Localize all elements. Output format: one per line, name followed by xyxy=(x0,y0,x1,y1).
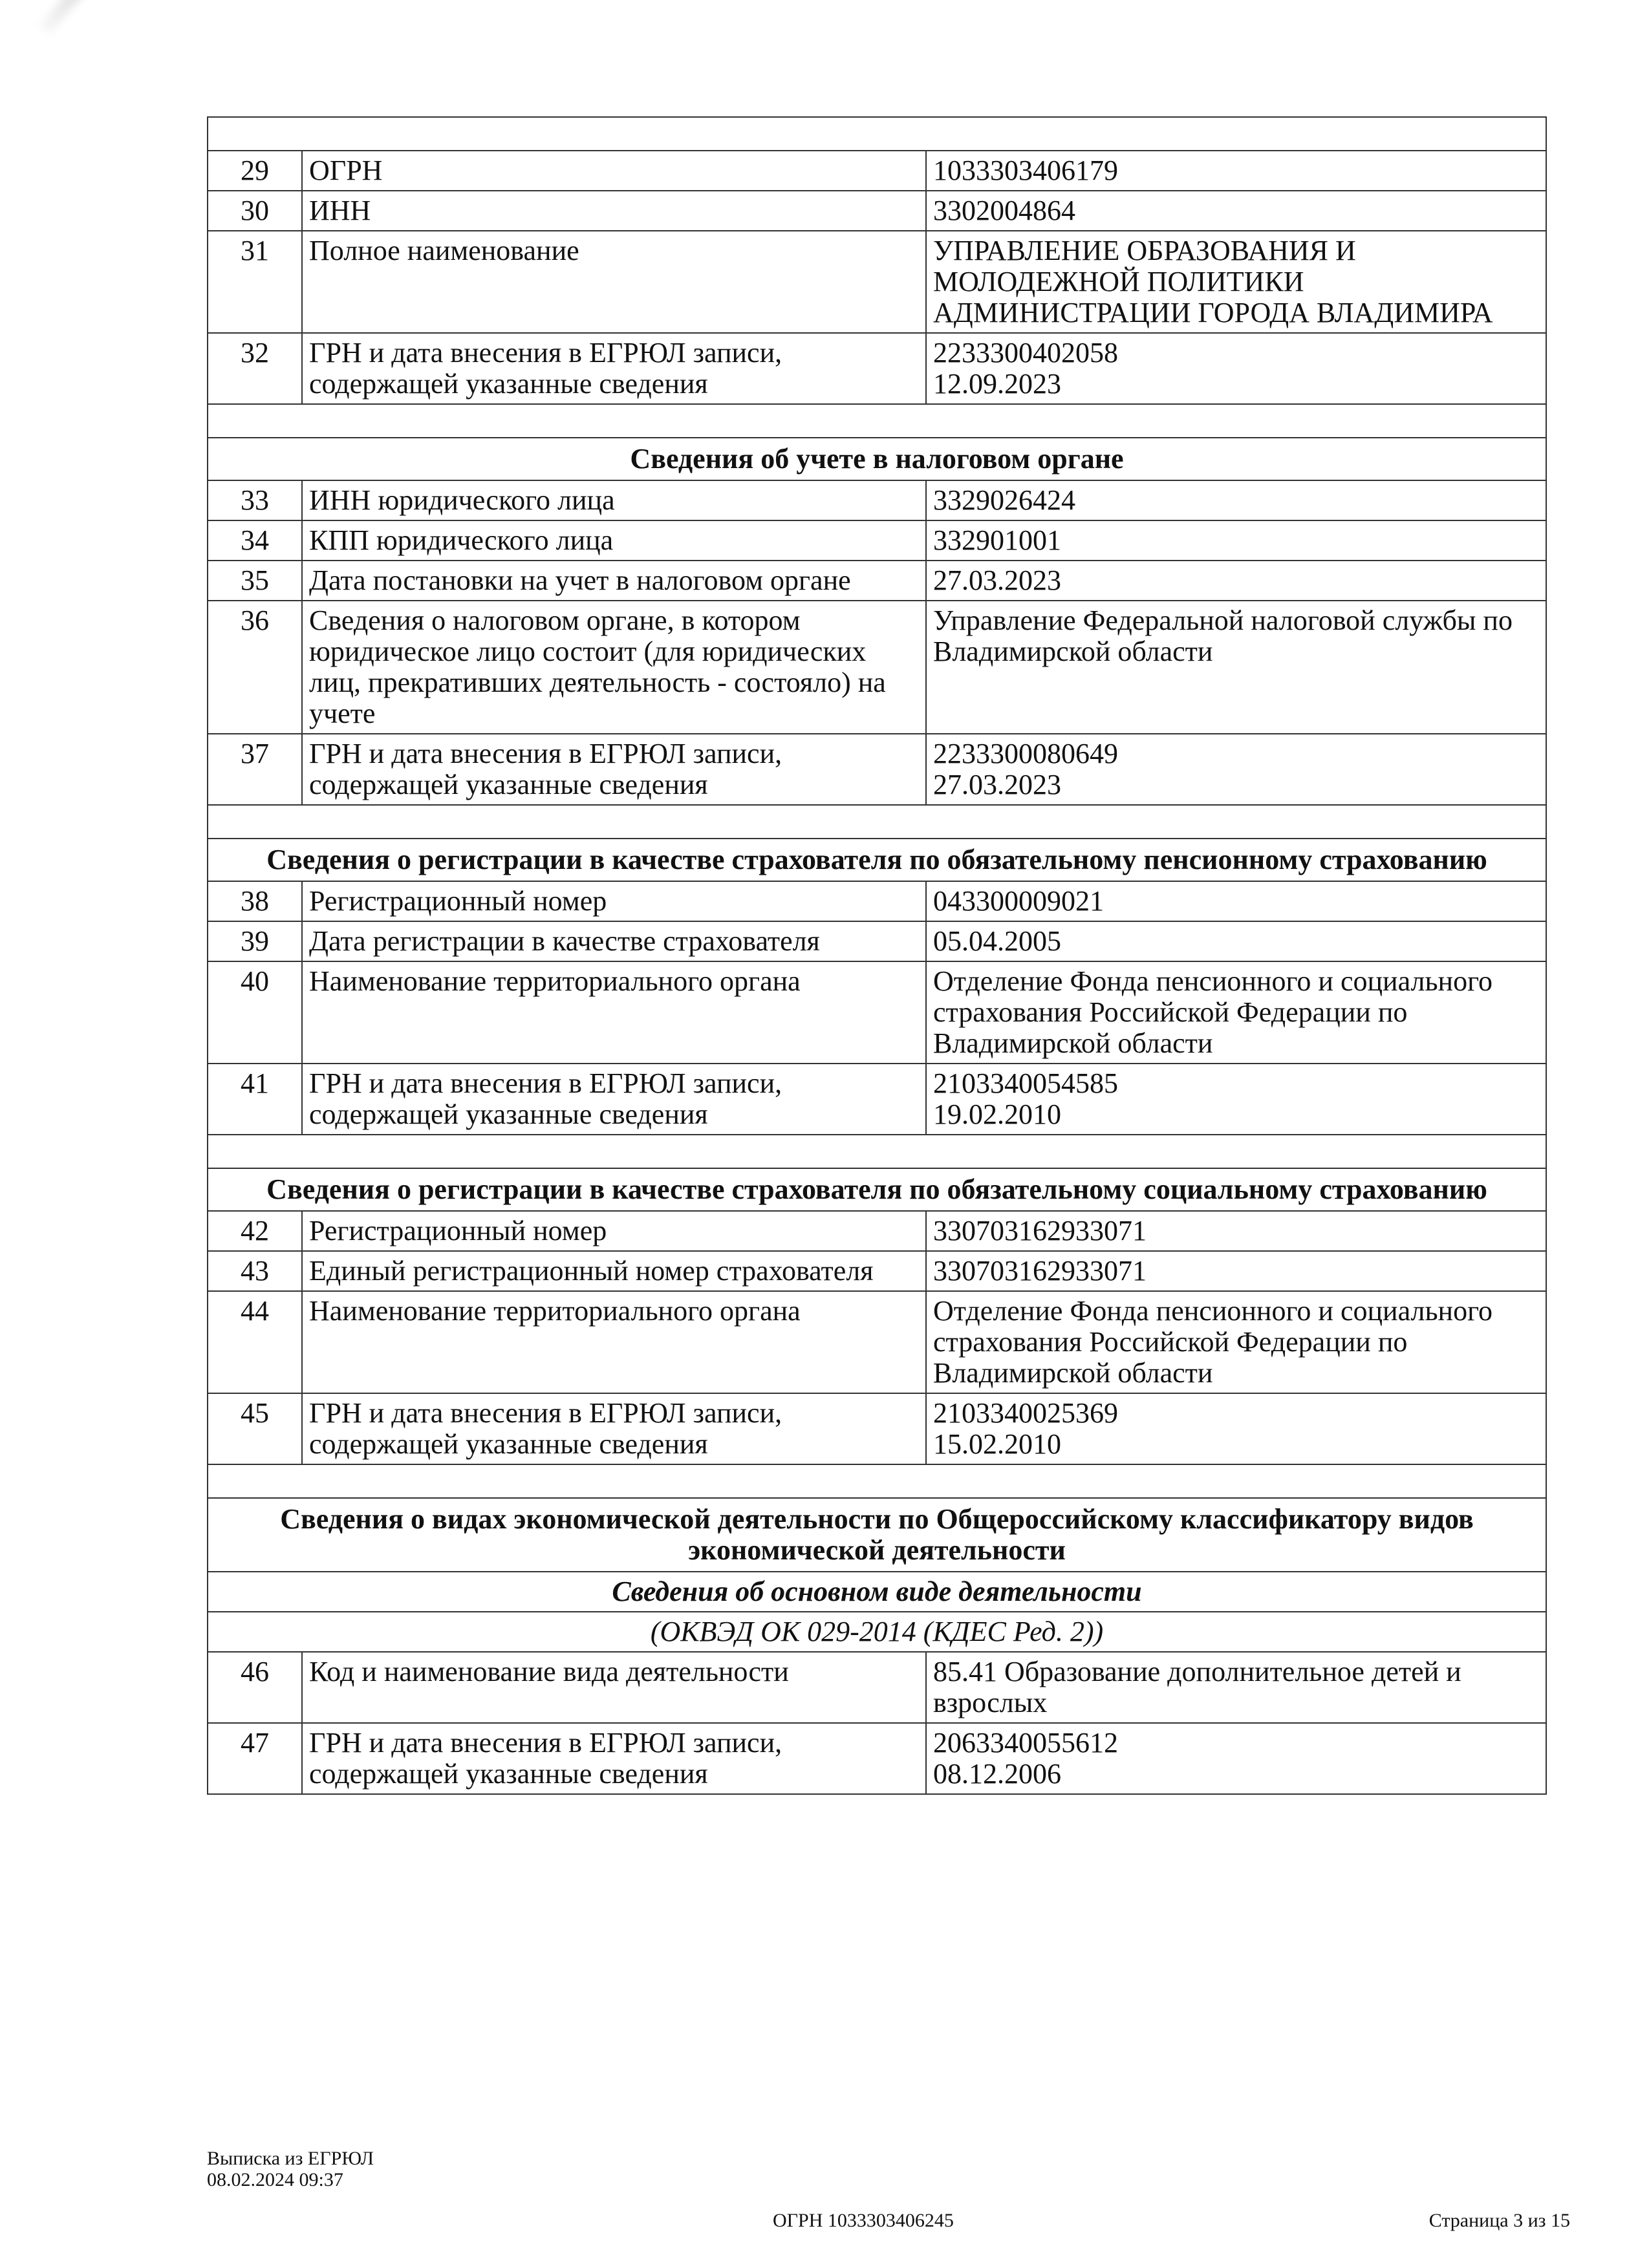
row-label: ГРН и дата внесения в ЕГРЮЛ записи, содержащей указанные сведения xyxy=(302,734,926,805)
row-label: Дата регистрации в качестве страхователя xyxy=(302,921,926,961)
row-number: 29 xyxy=(208,151,302,191)
row-label: Наименование территориального органа xyxy=(302,961,926,1064)
table-row xyxy=(208,151,1546,191)
row-value: УПРАВЛЕНИЕ ОБРАЗОВАНИЯ И МОЛОДЕЖНОЙ ПОЛИТИКИ АДМИНИСТРАЦИИ ГОРОДА ВЛАДИМИРА xyxy=(926,231,1546,333)
row-label: ГРН и дата внесения в ЕГРЮЛ записи, содержащей указанные сведения xyxy=(302,333,926,404)
row-number: 34 xyxy=(208,520,302,561)
row-number: 33 xyxy=(208,480,302,520)
row-value: 27.03.2023 xyxy=(926,561,1546,601)
row-value: 2233300080649 27.03.2023 xyxy=(926,734,1546,805)
row-label: Регистрационный номер xyxy=(302,1211,926,1251)
row-label: Единый регистрационный номер страхователя xyxy=(302,1251,926,1291)
row-value: 2063340055612 08.12.2006 xyxy=(926,1723,1546,1794)
row-number: 41 xyxy=(208,1064,302,1135)
row-number: 39 xyxy=(208,921,302,961)
row-label: Сведения о налоговом органе, в котором юридическое лицо состоит (для юридических лиц, прекративших деятельность - состояло) на учете xyxy=(302,601,926,734)
row-label: ОГРН xyxy=(302,151,926,191)
row-value: 3329026424 xyxy=(926,480,1546,520)
table-row xyxy=(208,1723,1546,1794)
footer-doc-info xyxy=(207,2148,374,2190)
row-number: 46 xyxy=(208,1652,302,1723)
row-value: Управление Федеральной налоговой службы по Владимирской области xyxy=(926,601,1546,734)
row-number: 42 xyxy=(208,1211,302,1251)
egrul-table xyxy=(207,116,1547,1795)
row-number: 45 xyxy=(208,1393,302,1464)
section-title-social xyxy=(208,1168,1546,1211)
row-value: 2103340054585 19.02.2010 xyxy=(926,1064,1546,1135)
row-number: 31 xyxy=(208,231,302,333)
row-label: Регистрационный номер xyxy=(302,881,926,921)
row-label: Полное наименование xyxy=(302,231,926,333)
blank-row xyxy=(208,1464,1546,1498)
row-label: ИНН юридического лица xyxy=(302,480,926,520)
row-value: 05.04.2005 xyxy=(926,921,1546,961)
blank-row xyxy=(208,1135,1546,1168)
table-row xyxy=(208,333,1546,404)
row-number: 35 xyxy=(208,561,302,601)
subsection-title-main-activity xyxy=(208,1572,1546,1612)
row-label: Наименование территориального органа xyxy=(302,1291,926,1393)
row-label: ГРН и дата внесения в ЕГРЮЛ записи, содержащей указанные сведения xyxy=(302,1393,926,1464)
footer-ogrn: ОГРН 1033303406245 xyxy=(773,2210,954,2231)
row-number: 40 xyxy=(208,961,302,1064)
row-value: Отделение Фонда пенсионного и социального страхования Российской Федерации по Владимирской области xyxy=(926,961,1546,1064)
section-title-pension-text: Сведения о регистрации в качестве страхователя по обязательному пенсионному страхованию xyxy=(208,839,1546,881)
section-title-okved-text: Сведения о видах экономической деятельности по Общероссийскому классификатору видов экономической деятельности xyxy=(208,1498,1546,1572)
table-row xyxy=(208,520,1546,561)
table-row xyxy=(208,561,1546,601)
row-number: 32 xyxy=(208,333,302,404)
section-title-pension xyxy=(208,839,1546,881)
row-label: ГРН и дата внесения в ЕГРЮЛ записи, содержащей указанные сведения xyxy=(302,1723,926,1794)
blank-row xyxy=(208,404,1546,438)
table-row xyxy=(208,191,1546,231)
row-number: 37 xyxy=(208,734,302,805)
footer-datetime: 08.02.2024 09:37 xyxy=(207,2169,343,2190)
table-row xyxy=(208,601,1546,734)
table-row xyxy=(208,734,1546,805)
row-value: 330703162933071 xyxy=(926,1251,1546,1291)
table-row xyxy=(208,1251,1546,1291)
section-title-tax-text: Сведения об учете в налоговом органе xyxy=(208,438,1546,480)
row-value: 2233300402058 12.09.2023 xyxy=(926,333,1546,404)
row-number: 36 xyxy=(208,601,302,734)
row-value: 043300009021 xyxy=(926,881,1546,921)
scan-artifact xyxy=(39,0,191,35)
section-title-okved xyxy=(208,1498,1546,1572)
section-title-social-text: Сведения о регистрации в качестве страхователя по обязательному социальному страхованию xyxy=(208,1168,1546,1211)
row-number: 30 xyxy=(208,191,302,231)
subsection-title-main-activity-text: Сведения об основном виде деятельности xyxy=(208,1572,1546,1612)
table-row xyxy=(208,961,1546,1064)
row-value: Отделение Фонда пенсионного и социального страхования Российской Федерации по Владимирской области xyxy=(926,1291,1546,1393)
classifier-caption xyxy=(208,1612,1546,1652)
blank-row xyxy=(208,805,1546,839)
row-label: Дата постановки на учет в налоговом органе xyxy=(302,561,926,601)
table-row xyxy=(208,881,1546,921)
table-row xyxy=(208,921,1546,961)
row-number: 47 xyxy=(208,1723,302,1794)
row-value: 3302004864 xyxy=(926,191,1546,231)
table-row xyxy=(208,231,1546,333)
table-row xyxy=(208,1064,1546,1135)
section-title-tax xyxy=(208,438,1546,480)
row-number: 43 xyxy=(208,1251,302,1291)
row-label: ИНН xyxy=(302,191,926,231)
row-value: 1033303406179 xyxy=(926,151,1546,191)
row-label: КПП юридического лица xyxy=(302,520,926,561)
row-number: 44 xyxy=(208,1291,302,1393)
footer-page-number: Страница 3 из 15 xyxy=(1428,2210,1570,2231)
row-label: Код и наименование вида деятельности xyxy=(302,1652,926,1723)
table-row xyxy=(208,1291,1546,1393)
blank-row xyxy=(208,117,1546,151)
row-value: 330703162933071 xyxy=(926,1211,1546,1251)
table-row xyxy=(208,1652,1546,1723)
footer-doc-name: Выписка из ЕГРЮЛ xyxy=(207,2148,374,2169)
row-value: 332901001 xyxy=(926,520,1546,561)
table-row xyxy=(208,1211,1546,1251)
row-label: ГРН и дата внесения в ЕГРЮЛ записи, содержащей указанные сведения xyxy=(302,1064,926,1135)
row-value: 2103340025369 15.02.2010 xyxy=(926,1393,1546,1464)
row-value: 85.41 Образование дополнительное детей и взрослых xyxy=(926,1652,1546,1723)
row-number: 38 xyxy=(208,881,302,921)
classifier-caption-text: (ОКВЭД ОК 029-2014 (КДЕС Ред. 2)) xyxy=(208,1612,1546,1652)
table-row xyxy=(208,1393,1546,1464)
table-row xyxy=(208,480,1546,520)
